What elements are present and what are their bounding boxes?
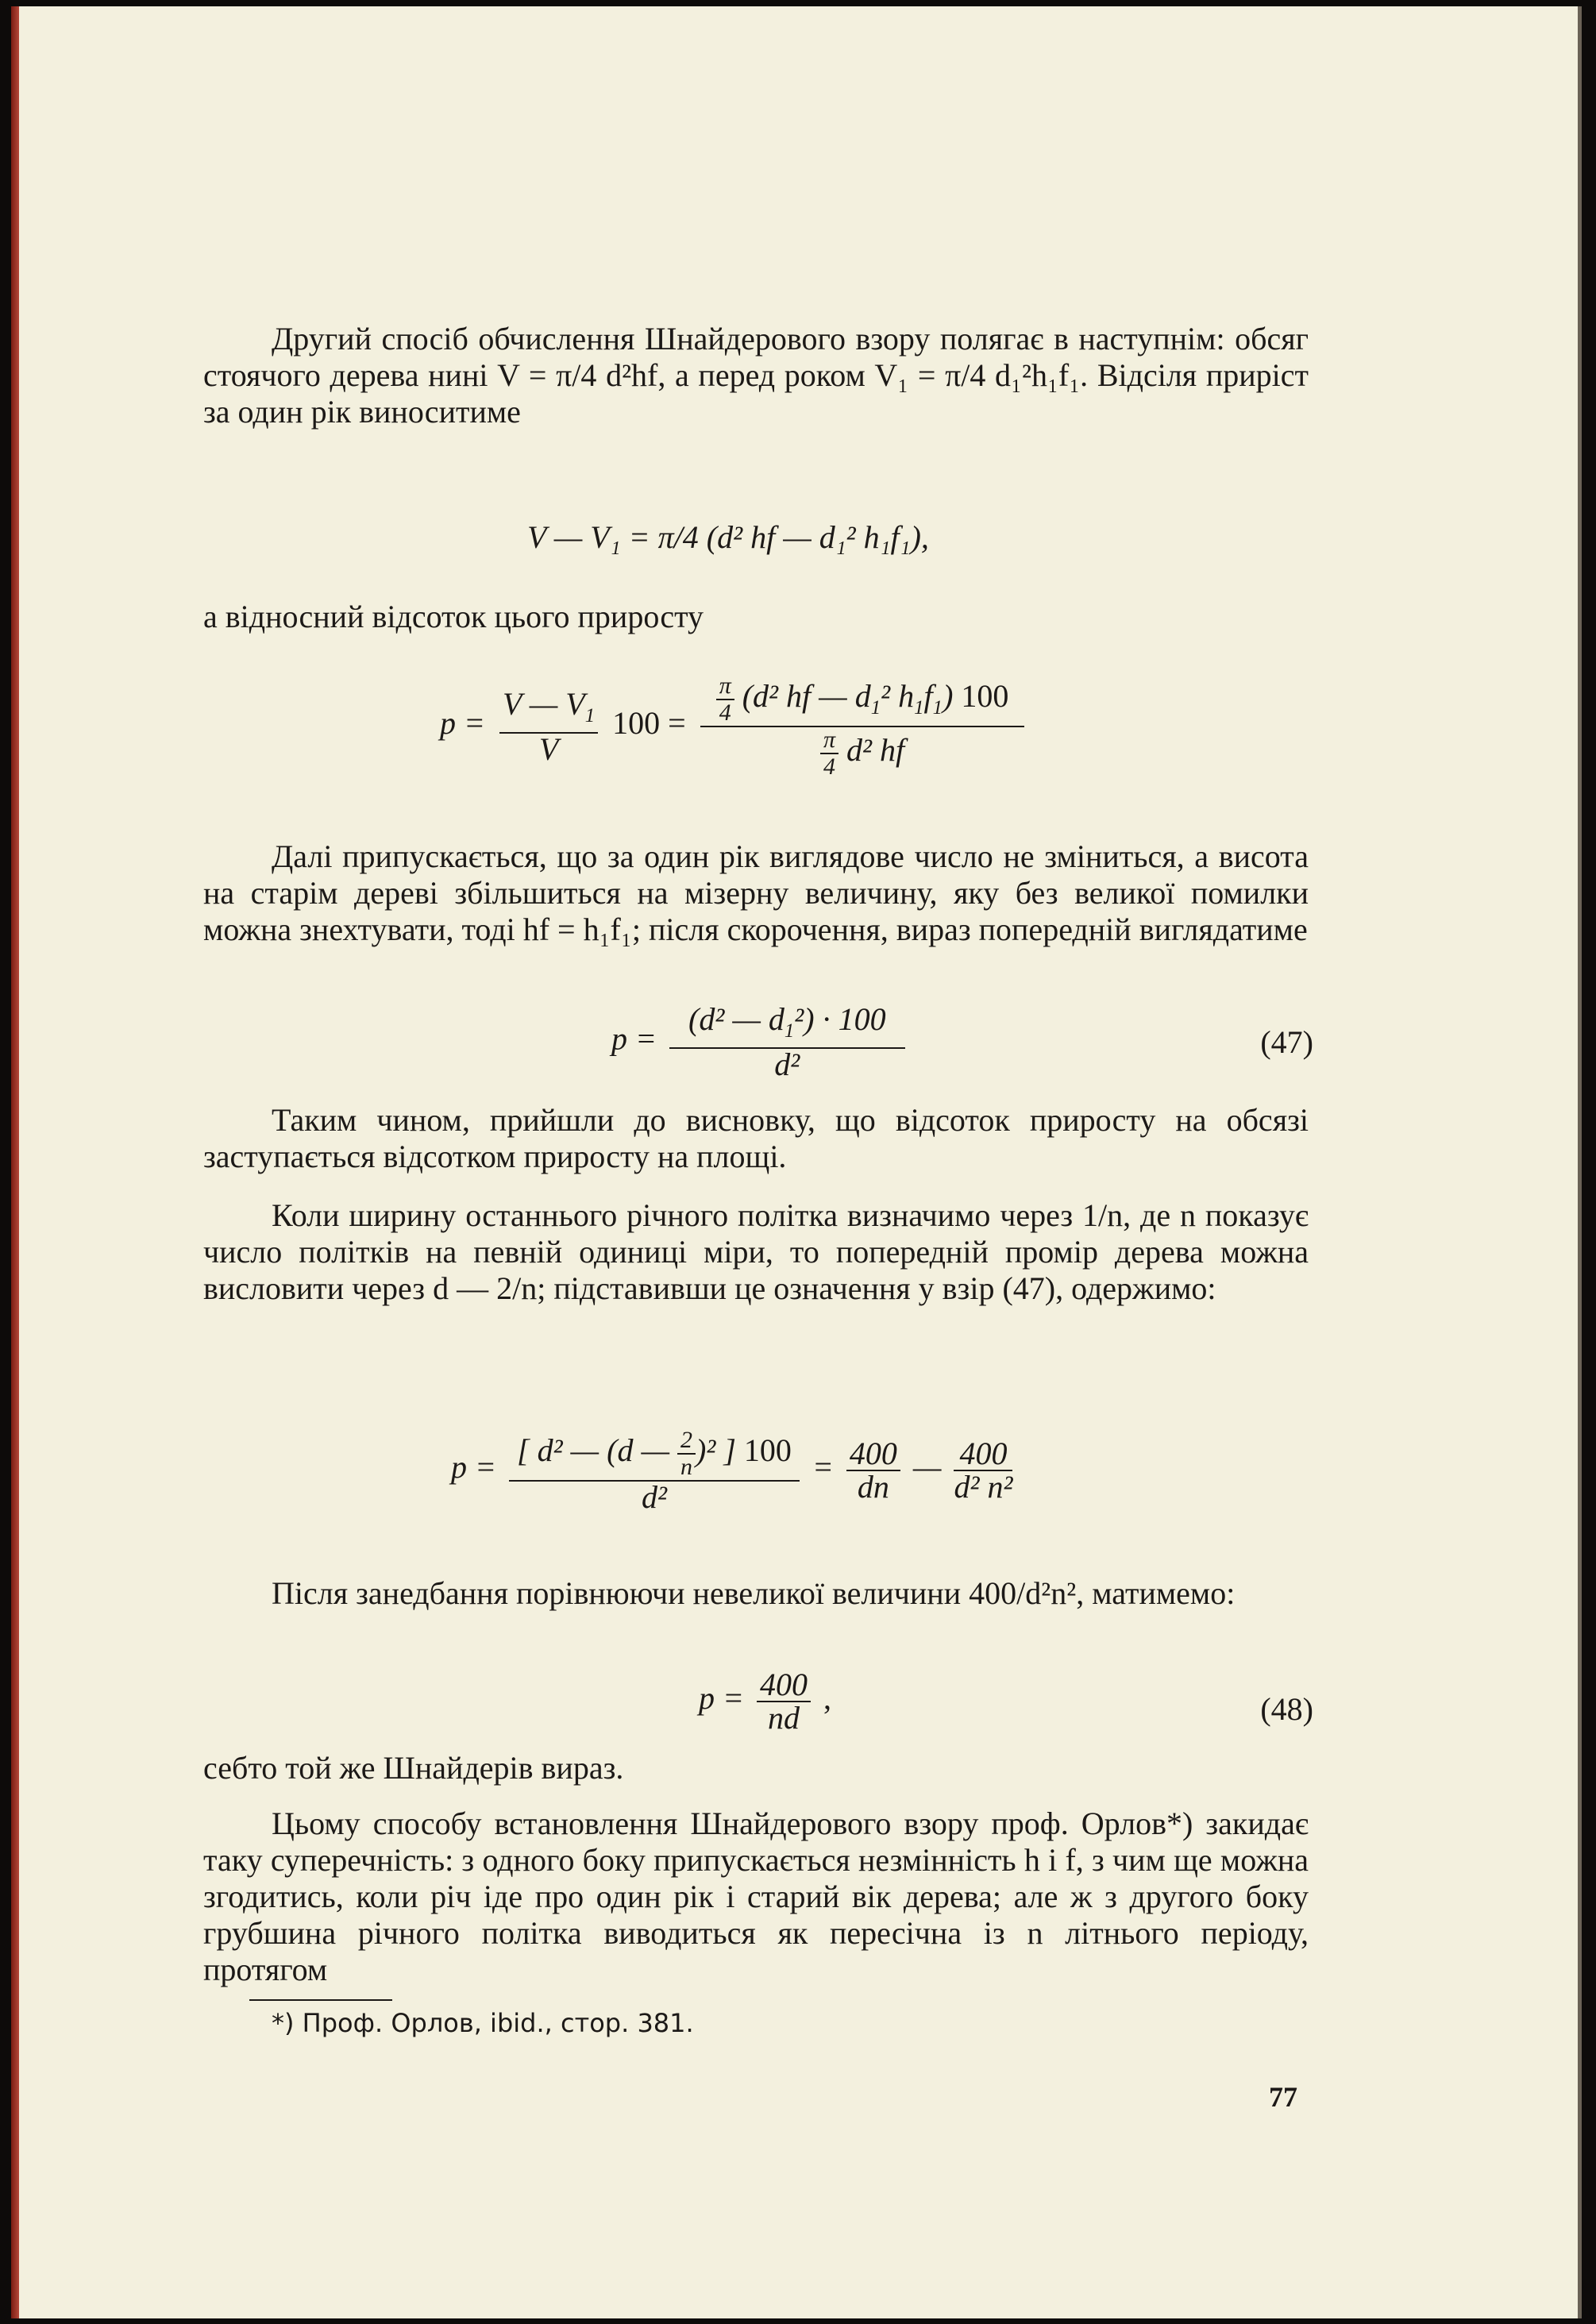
formula-48: p = $\frac{400}{nd}$ , bbox=[699, 1667, 831, 1736]
formula-increment bbox=[527, 519, 929, 556]
paragraph-3 bbox=[203, 838, 1309, 948]
paragraph-6-text: Після занедбання порівнюючи невеликої величини 400/d²n², матимемо: bbox=[272, 1575, 1236, 1611]
paragraph-1-text: Другий спосіб обчислення Шнайдерового взору полягає в наступнім: обсяг стоячого дерева нині V = π/4 d²hf, а перед роком V₁ = π/4 d₁²h₁f₁. Відсіля приріст за один рік виноситиме bbox=[203, 321, 1309, 430]
paragraph-3-text: Далі припускається, що за один рік виглядове число не зміниться, а висота на старім дереві збільшиться на мізерну величину, яку без великої помилки можна знехтувати, тоді hf = h₁f₁; після скорочення, вираз попередній виглядатиме bbox=[203, 838, 1309, 947]
paragraph-8-text: Цьому способу встановлення Шнайдерового взору проф. Орлов*) закидає таку суперечність: з одного боку припускається незмінність h і f, з чим ще можна згодитись, коли річ іде про один рік і старий вік дерева; але ж з другого боку грубшина річного політка виводиться як пересічна із n літнього періоду, протягом bbox=[203, 1806, 1309, 1987]
page-edge-right bbox=[1578, 6, 1582, 2318]
formula-47: p = $\frac{(d^2 — d_1^2) \cdot 100}{\text{d²}}$ bbox=[611, 1004, 905, 1081]
paragraph-5 bbox=[203, 1197, 1309, 1307]
paragraph-7 bbox=[203, 1750, 1309, 1786]
page bbox=[11, 6, 1582, 2318]
paragraph-2-text: а відносний відсоток цього приросту bbox=[203, 599, 704, 634]
page-number: 77 bbox=[1269, 2081, 1297, 2113]
paragraph-8 bbox=[203, 1806, 1309, 1988]
formula-substitution: p = [ d² — (d — $\frac{2}{n}$ )² ] 100 d² = $\frac{400}{dn}$ — $\frac{400}{\text{d² n²}}$ bbox=[451, 1427, 1013, 1515]
footnote-rule bbox=[249, 1999, 392, 2001]
equation-number-47: (47) bbox=[1260, 1024, 1313, 1060]
paragraph-6 bbox=[203, 1575, 1309, 1612]
paragraph-4-text: Таким чином, прийшли до висновку, що відсоток приросту на обсязі заступається відсотком приросту на площі. bbox=[203, 1102, 1309, 1174]
paragraph-4 bbox=[203, 1102, 1309, 1175]
paragraph-7-text: себто той же Шнайдерів вираз. bbox=[203, 1750, 624, 1786]
footnote: *) Проф. Орлов, ibid., стор. 381. bbox=[272, 2008, 694, 2038]
equation-number-48: (48) bbox=[1260, 1691, 1313, 1727]
paragraph-2 bbox=[203, 599, 1309, 635]
formula-increment-text: V — V₁ = π/4 (d² hf — d₁² h₁f₁), bbox=[527, 519, 929, 555]
paragraph-5-text: Коли ширину останнього річного політка визначимо через 1/n, де n показує число політків на певній одиниці міри, то попередній промір дерева можна висловити через d — 2/n; підставивши це означення у взір (47), одержимо: bbox=[203, 1197, 1309, 1306]
page-edge-left bbox=[11, 6, 19, 2318]
formula-percent: p = $\frac{V — V_1}{V}$ 100 = $\frac{\pi}{4}$ (d² hf — $d_1^2$ $h_1f_1$) 100 $\frac{\pi}{4}$ d² hf bbox=[440, 673, 1024, 780]
